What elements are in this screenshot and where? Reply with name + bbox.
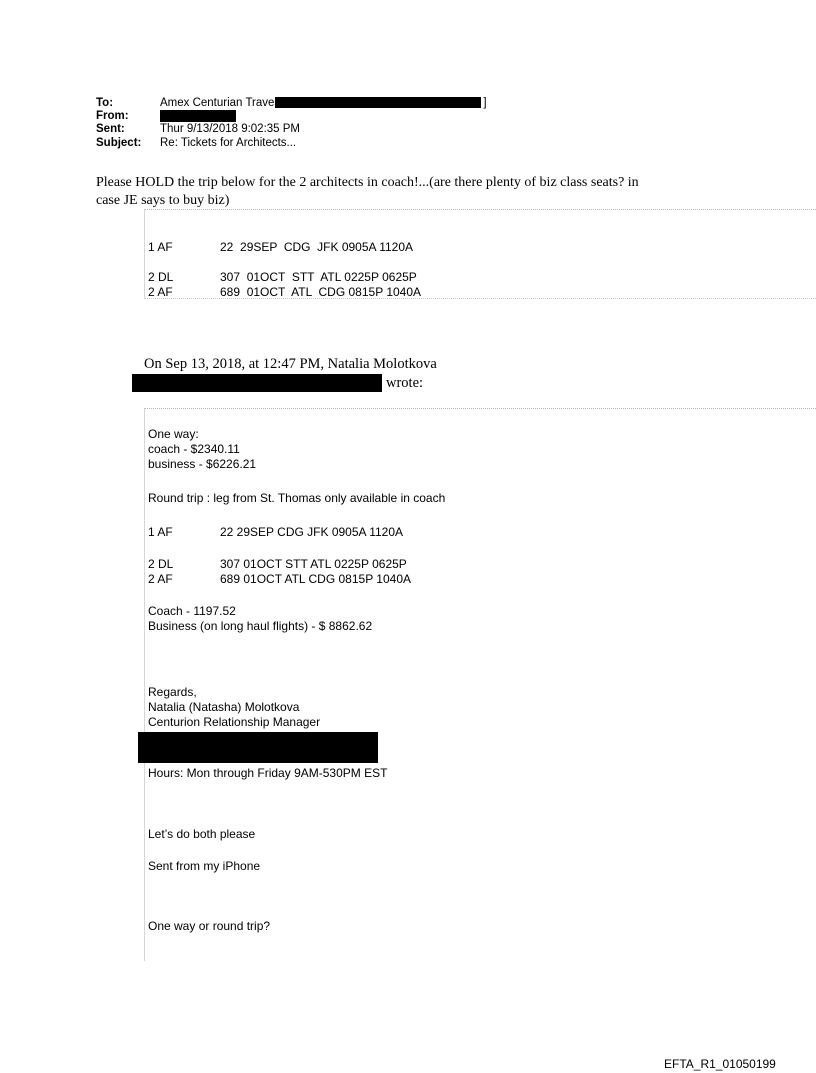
- message-line: case JE says to buy biz): [96, 193, 230, 208]
- segment: 1 AF: [148, 240, 173, 254]
- redaction-bar: [160, 110, 236, 122]
- text-line: Let’s do both please: [148, 827, 256, 841]
- quoted-attribution-2: [132, 374, 423, 392]
- itinerary-row: [148, 255, 421, 330]
- segment: 1 AF: [148, 525, 173, 539]
- to-name: Amex Centurian Trave: [160, 97, 275, 109]
- text-line: Natalia (Natasha) Molotkova: [148, 700, 300, 714]
- text-line: Sent from my iPhone: [148, 859, 261, 873]
- segment: 2 DL: [148, 557, 174, 571]
- quoted-reply: [144, 408, 816, 961]
- text-line: Round trip : leg from St. Thomas only available in coach: [148, 491, 446, 505]
- redaction-bar: [132, 374, 382, 392]
- flight-detail: 689 01OCT ATL CDG 0815P 1040A: [220, 572, 412, 586]
- to-row: [96, 97, 487, 110]
- subject-value: Re: Tickets for Architects...: [160, 136, 297, 149]
- text-line: Coach - 1197.52: [148, 604, 236, 618]
- flight-detail: 22 29SEP CDG JFK 0905A 1120A: [220, 525, 404, 539]
- text-line: coach - $2340.11: [148, 442, 240, 456]
- text-line: Regards,: [148, 685, 197, 699]
- segment: 2 AF: [148, 572, 173, 586]
- to-label: To:: [96, 97, 114, 109]
- to-value: [160, 97, 487, 110]
- document-id: EFTA_R1_01050199: [664, 1057, 776, 1071]
- segment: 2 AF: [148, 285, 173, 299]
- quoted-attribution: On Sep 13, 2018, at 12:47 PM, Natalia Molotkova: [144, 356, 437, 372]
- redaction-bar: [138, 732, 378, 763]
- text-line: Business (on long haul flights) - $ 8862.62: [148, 619, 373, 633]
- from-label: From:: [96, 110, 129, 123]
- flight-detail: 307 01OCT STT ATL 0225P 0625P: [220, 270, 417, 284]
- wrote-label: wrote:: [386, 374, 424, 391]
- itinerary-row: [148, 557, 407, 572]
- text-line: One way or round trip?: [148, 919, 271, 933]
- message-body: [96, 174, 736, 210]
- itinerary-row: [148, 572, 411, 587]
- subject-row: [96, 137, 487, 150]
- text-line: One way:: [148, 427, 199, 441]
- text-line: business - $6226.21: [148, 457, 257, 471]
- quoted-itinerary: [144, 209, 816, 299]
- flight-detail: 307 01OCT STT ATL 0225P 0625P: [220, 557, 407, 571]
- email-header: [96, 97, 487, 150]
- sent-value: Thur 9/13/2018 9:02:35 PM: [160, 123, 301, 136]
- flight-detail: 22 29SEP CDG JFK 0905A 1120A: [220, 240, 414, 254]
- sent-label: Sent:: [96, 123, 125, 136]
- text-line: Centurion Relationship Manager: [148, 715, 321, 729]
- message-line: Please HOLD the trip below for the 2 architects in coach!...(are there plenty of biz class seats? in: [96, 175, 639, 190]
- segment: 2 DL: [148, 270, 174, 284]
- to-bracket: ]: [483, 97, 487, 109]
- from-row: [96, 110, 487, 123]
- flight-detail: 689 01OCT ATL CDG 0815P 1040A: [220, 285, 422, 299]
- itinerary-row: [148, 525, 403, 540]
- text-line: Hours: Mon through Friday 9AM-530PM EST: [148, 766, 388, 780]
- subject-label: Subject:: [96, 136, 142, 149]
- sent-row: [96, 123, 487, 136]
- redaction-bar: [275, 97, 481, 108]
